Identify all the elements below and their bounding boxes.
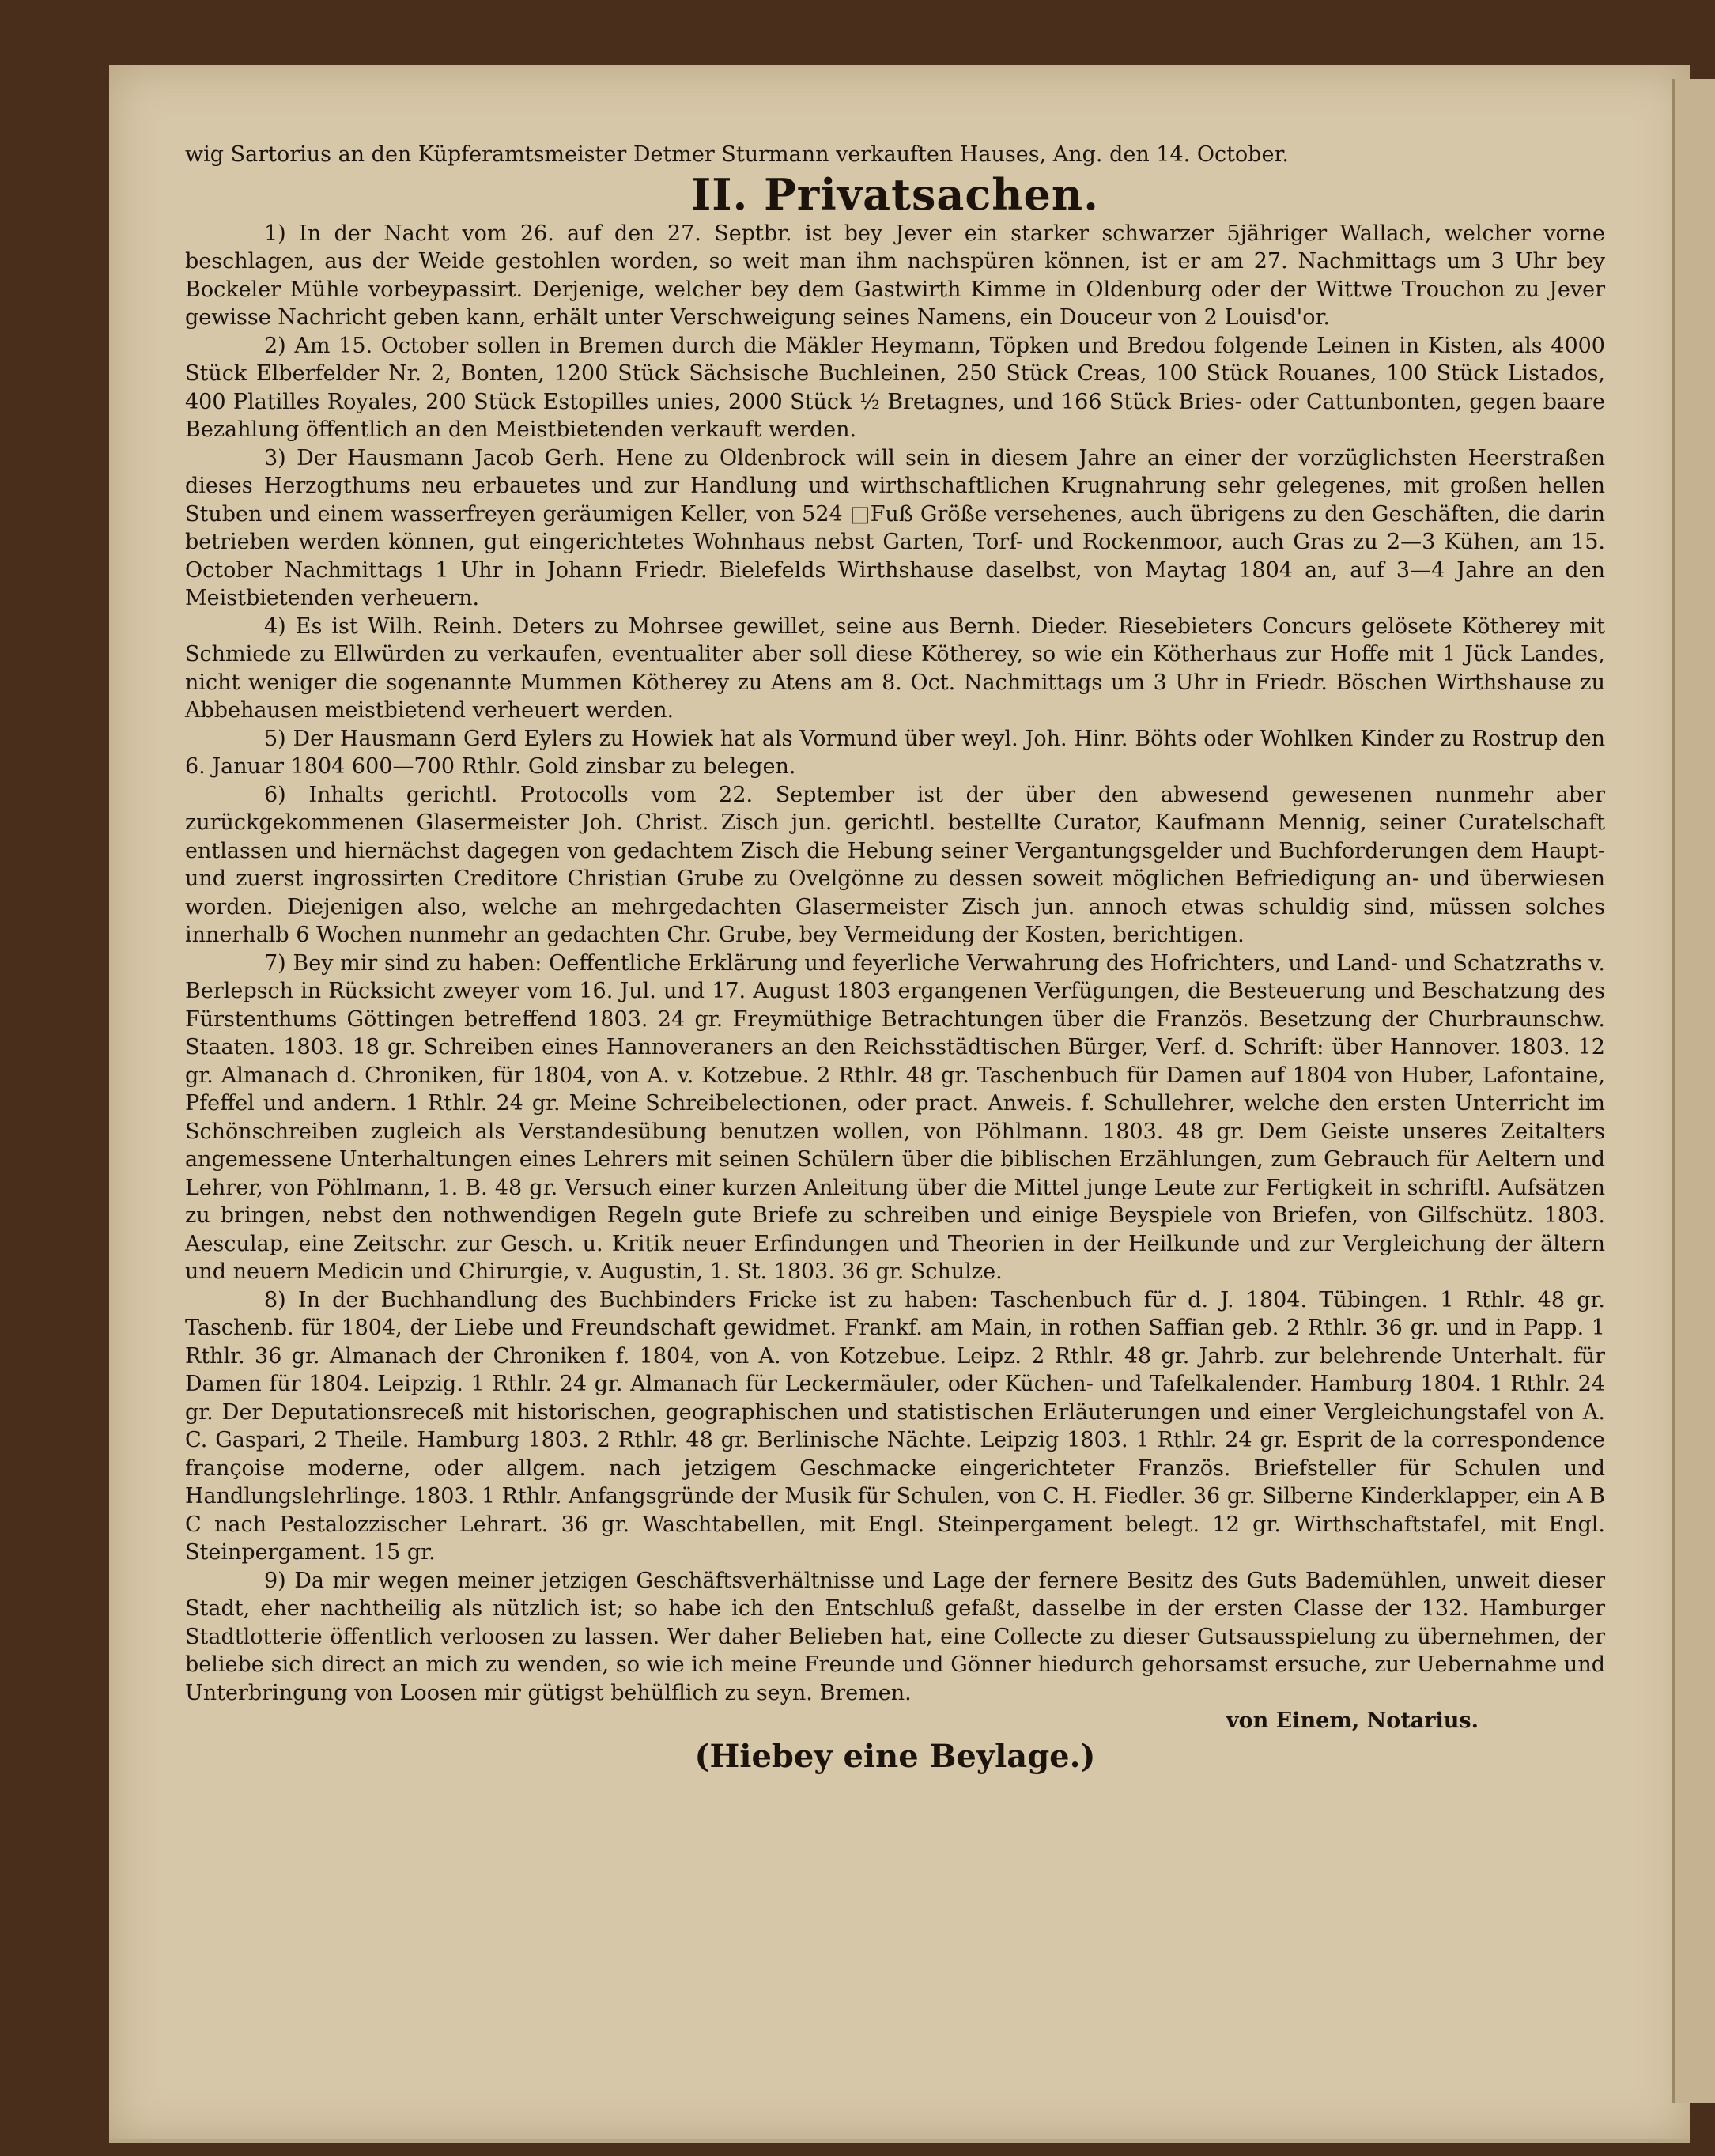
notice-6: 6) Inhalts gerichtl. Protocolls vom 22. September ist der über den abwesend gewesenen nunmehr aber zurückgekommenen Glasermeister Joh. Christ. Zisch jun. gerichtl. bestellte Curator, Kaufmann Mennig, seiner Curatelschaft entlassen und hiernächst dagegen von gedachtem Zisch die Hebung seiner Vergantungsgelder und Buchforderungen dem Haupt- und zuerst ingrossirten Creditore Christian Grube zu Ovelgönne zu dessen soweit möglichen Befriedigung an- und überwiesen worden. Diejenigen also, welche an mehrgedachten Glasermeister Zisch jun. annoch etwas schuldig sind, müssen solches innerhalb 6 Wochen nunmehr an gedachten Chr. Grube, bey Vermeidung der Kosten, berichtigen. [185, 782, 1605, 947]
notice-7: 7) Bey mir sind zu haben: Oeffentliche Erklärung und feyerliche Verwahrung des Hofrichters, und Land- und Schatzraths v. Berlepsch in Rücksicht zweyer vom 16. Jul. und 17. August 1803 ergangenen Verfügungen, die Besteuerung und Beschatzung des Fürstenthums Göttingen betreffend 1803. 24 gr. Freymüthige Betrachtungen über die Französ. Besetzung der Churbraunschw. Staaten. 1803. 18 gr. Schreiben eines Hannoveraners an den Reichsstädtischen Bürger, Verf. d. Schrift: über Hannover. 1803. 12 gr. Almanach d. Chroniken, für 1804, von A. v. Kotzebue. 2 Rthlr. 48 gr. Taschenbuch für Damen auf 1804 von Huber, Lafontaine, Pfeffel und andern. 1 Rthlr. 24 gr. Meine Schreibelectionen, oder pract. Anweis. f. Schullehrer, welche den ersten Unterricht im Schönschreiben zugleich als Verstandesübung benutzen wollen, von Pöhlmann. 1803. 48 gr. Dem Geiste unseres Zeitalters angemessene Unterhaltungen eines Lehrers mit seinen Schülern über die biblischen Erzählungen, zum Gebrauch für Aeltern und Lehrer, von Pöhlmann, 1. B. 48 gr. Versuch einer kurzen Anleitung über die Mittel junge Leute zur Fertigkeit in schriftl. Aufsätzen zu bringen, nebst den nothwendigen Regeln gute Briefe zu schreiben und einige Beyspiele von Briefen, von Gilfschütz. 1803. Aesculap, eine Zeitschr. zur Gesch. u. Kritik neuer Erfindungen und Theorien in der Heilkunde und zur Vergleichung der ältern und neuern Medicin und Chirurgie, v. Augustin, 1. St. 1803. 36 gr. Schulze. [185, 950, 1605, 1284]
notice-5: 5) Der Hausmann Gerd Eylers zu Howiek hat als Vormund über weyl. Joh. Hinr. Böhts oder Wohlken Kinder zu Rostrup den 6. Januar 1804 600—700 Rthlr. Gold zinsbar zu belegen. [185, 726, 1605, 779]
notice-4: 4) Es ist Wilh. Reinh. Deters zu Mohrsee gewillet, seine aus Bernh. Dieder. Riesebieters Concurs gelösete Kötherey mit Schmiede zu Ellwürden zu verkaufen, eventualiter aber soll diese Kötherey, so wie ein Kötherhaus zur Hoffe mit 1 Jück Landes, nicht weniger die sogenannte Mummen Kötherey zu Atens am 8. Oct. Nachmittags um 3 Uhr in Friedr. Böschen Wirthshause zu Abbehausen meistbietend verheuert werden. [185, 614, 1605, 723]
notice-2: 2) Am 15. October sollen in Bremen durch die Mäkler Heymann, Töpken und Bredou folgende Leinen in Kisten, als 4000 Stück Elberfelder Nr. 2, Bonten, 1200 Stück Sächsische Buchleinen, 250 Stück Creas, 100 Stück Rouanes, 100 Stück Listados, 400 Platilles Royales, 200 Stück Estopilles unies, 2000 Stück ½ Bretagnes, und 166 Stück Bries- oder Cattunbonten, gegen baare Bezahlung öffentlich an den Meistbietenden verkauft werden. [185, 333, 1605, 442]
page-spine-edge [1672, 79, 1715, 2103]
notice-1: 1) In der Nacht vom 26. auf den 27. Septbr. ist bey Jever ein starker schwarzer 5jähriger Wallach, welcher vorne beschlagen, aus der Weide gestohlen worden, so weit man ihm nachspüren können, ist er am 27. Nachmittags um 3 Uhr bey Bockeler Mühle vorbeypassirt. Derjenige, welcher bey dem Gastwirth Kimme in Oldenburg oder der Wittwe Trouchon zu Jever gewisse Nachricht geben kann, erhält unter Verschweigung seines Namens, ein Douceur von 2 Louisd'or. [185, 221, 1605, 330]
page-text-column [185, 141, 1605, 1778]
notice-8: 8) In der Buchhandlung des Buchbinders Fricke ist zu haben: Taschenbuch für d. J. 1804. Tübingen. 1 Rthlr. 48 gr. Taschenb. für 1804, der Liebe und Freundschaft gewidmet. Frankf. am Main, in rothen Saffian geb. 2 Rthlr. 36 gr. und in Papp. 1 Rthlr. 36 gr. Almanach der Chroniken f. 1804, von A. von Kotzebue. Leipz. 2 Rthlr. 48 gr. Jahrb. zur belehrende Unterhalt. für Damen für 1804. Leipzig. 1 Rthlr. 24 gr. Almanach für Leckermäuler, oder Küchen- und Tafelkalender. Hamburg 1804. 1 Rthlr. 24 gr. Der Deputationsreceß mit historischen, geographischen und statistischen Erläuterungen und einer Vergleichungstafel von A. C. Gaspari, 2 Theile. Hamburg 1803. 2 Rthlr. 48 gr. Berlinische Nächte. Leipzig 1803. 1 Rthlr. 24 gr. Esprit de la correspondence françoise moderne, oder allgem. nach jetzigem Geschmacke eingerichteter Französ. Briefsteller für Schulen und Handlungslehrlinge. 1803. 1 Rthlr. Anfangsgründe der Musik für Schulen, von C. H. Fiedler. 36 gr. Silberne Kinderklapper, ein A B C nach Pestalozzischer Lehrart. 36 gr. Waschtabellen, mit Engl. Steinpergament belegt. 12 gr. Wirthschaftstafel, mit Engl. Steinpergament. 15 gr. [185, 1287, 1605, 1565]
section-heading: II. Privatsachen. [691, 168, 1099, 220]
supplement-note: (Hiebey eine Beylage.) [694, 1737, 1096, 1775]
notice-9: 9) Da mir wegen meiner jetzigen Geschäftsverhältnisse und Lage der fernere Besitz des Guts Bademühlen, unweit dieser Stadt, eher nachtheilig als nützlich ist; so habe ich den Entschluß gefaßt, dasselbe in der ersten Classe der 132. Hamburger Stadtlotterie öffentlich verloosen zu lassen. Wer daher Belieben hat, eine Collecte zu dieser Gutsausspielung zu übernehmen, der beliebe sich direct an mich zu wenden, so wie ich meine Freunde und Gönner hiedurch gehorsamst ersuche, zur Uebernahme und Unterbringung von Loosen mir gütigst behülflich zu seyn. Bremen. [185, 1568, 1605, 1705]
notary-signature: von Einem, Notarius. [1226, 1709, 1479, 1733]
lead-in-text: wig Sartorius an den Küpferamtsmeister Detmer Sturmann verkauften Hauses, Ang. den 14. October. [185, 142, 1289, 167]
page-bottom-edge [109, 2139, 1690, 2143]
notice-3: 3) Der Hausmann Jacob Gerh. Hene zu Oldenbrock will sein in diesem Jahre an einer der vorzüglichsten Heerstraßen dieses Herzogthums neu erbauetes und zur Handlung und wirthschaftlichen Krugnahrung sehr gelegenes, mit großen hellen Stuben und einem wasserfreyen geräumigen Keller, von 524 □Fuß Größe versehenes, auch übrigens zu den Geschäften, die darin betrieben werden können, gut eingerichtetes Wohnhaus nebst Garten, Torf- und Rockenmoor, auch Gras zu 2—3 Kühen, am 15. October Nachmittags 1 Uhr in Johann Friedr. Bielefelds Wirthshause daselbst, von Maytag 1804 an, auf 3—4 Jahre an den Meistbietenden verheuern. [185, 445, 1605, 610]
